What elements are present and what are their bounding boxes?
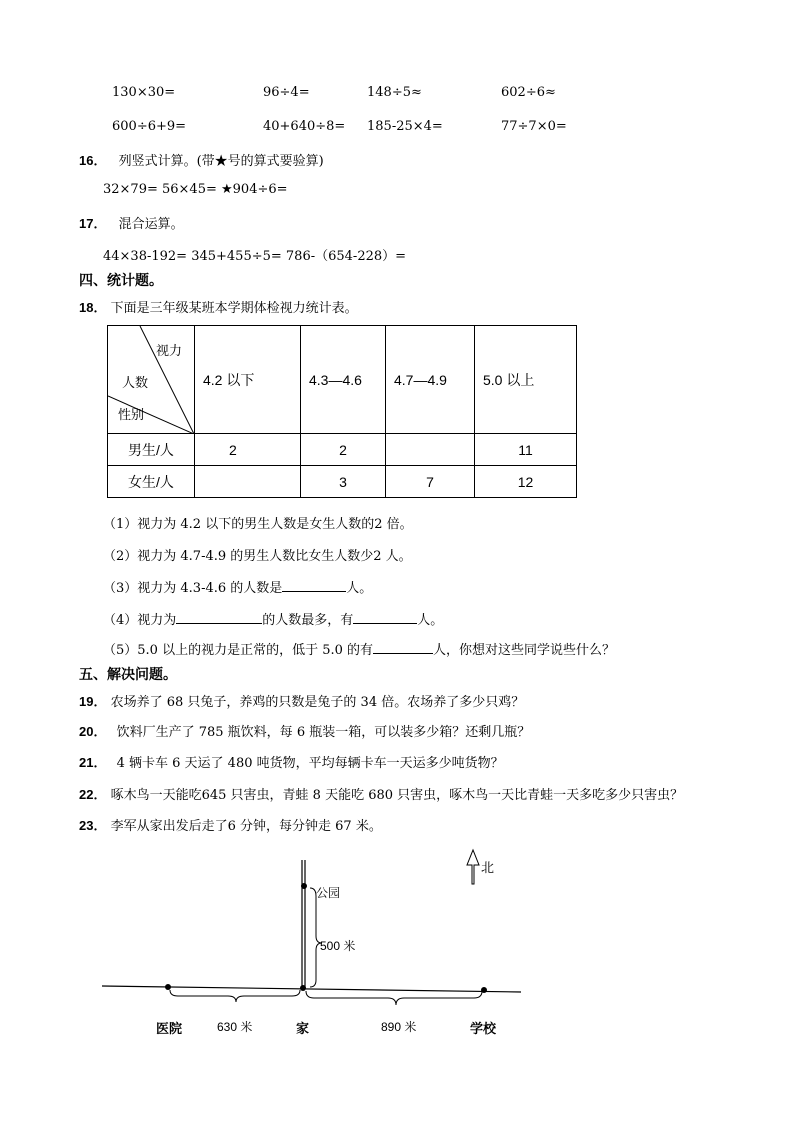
question-16-items: 32×79= 56×45= ★904÷6= <box>103 182 288 197</box>
calc-item: 96÷4= <box>263 85 310 100</box>
question-text: 农场养了 68 只兔子，养鸡的只数是兔子的 34 倍。农场养了多少只鸡？ <box>110 695 525 710</box>
corner-label-gender: 性别 <box>118 407 145 422</box>
vision-stat-table <box>107 325 577 498</box>
table-cell: 12 <box>475 466 577 498</box>
sub-question-4 <box>103 609 443 628</box>
sub-question-3 <box>103 577 372 596</box>
answer-blank[interactable] <box>282 579 346 592</box>
hospital-distance-label: 630 米 <box>217 1020 253 1034</box>
question-number: 17． <box>79 216 107 231</box>
question-23 <box>79 815 382 834</box>
school-distance-brace <box>306 991 482 1005</box>
question-20 <box>79 721 530 740</box>
sub-question-5 <box>103 639 615 658</box>
question-16 <box>79 150 324 169</box>
hospital-point <box>165 984 171 990</box>
hospital-label: 医院 <box>156 1022 183 1037</box>
table-cell <box>386 434 475 466</box>
calc-item: 40+640÷8= <box>263 119 346 134</box>
table-cell: 3 <box>301 466 386 498</box>
table-cell: 2 <box>301 434 386 466</box>
sub-question-2: （2）视力为 4.7-4.9 的男生人数比女生人数少2 人。 <box>103 549 412 564</box>
calc-item: 77÷7×0= <box>501 119 567 134</box>
question-17-items: 44×38-192= 345+455÷5= 786-（654-228）= <box>103 249 407 264</box>
corner-label-vision: 视力 <box>156 343 183 358</box>
sub-question-text: 人。 <box>417 613 444 628</box>
home-label: 家 <box>296 1022 310 1037</box>
sub-question-1: （1）视力为 4.2 以下的男生人数是女生人数的2 倍。 <box>103 517 413 532</box>
table-cell: 11 <box>475 434 577 466</box>
calc-item: 600÷6+9= <box>112 119 187 134</box>
park-point <box>301 883 307 889</box>
question-17 <box>79 213 184 232</box>
question-number: 16． <box>79 153 107 168</box>
calc-item: 130×30= <box>112 85 176 100</box>
calc-item: 602÷6≈ <box>501 85 556 100</box>
park-label: 公园 <box>316 886 341 900</box>
section-heading: 四、统计题。 <box>79 273 163 289</box>
question-number: 23． <box>79 818 107 833</box>
sub-question-text: 人。 <box>346 581 373 596</box>
column-header: 4.7—4.9 <box>386 326 475 434</box>
answer-blank[interactable] <box>373 641 433 654</box>
table-cell: 7 <box>386 466 475 498</box>
school-distance-label: 890 米 <box>381 1020 417 1034</box>
park-distance-label: 500 米 <box>320 939 356 953</box>
column-header: 5.0 以上 <box>475 326 577 434</box>
table-cell: 2 <box>195 434 301 466</box>
question-text: 列竖式计算。(带★号的算式要验算) <box>118 154 324 169</box>
answer-blank[interactable] <box>176 611 262 624</box>
question-text: 饮料厂生产了 785 瓶饮料，每 6 瓶装一箱，可以装多少箱？还剩几瓶？ <box>116 725 531 740</box>
school-label: 学校 <box>470 1022 497 1037</box>
sub-question-text: （4）视力为 <box>103 613 177 628</box>
sub-question-text: （3）视力为 4.3-4.6 的人数是 <box>103 581 283 596</box>
table-row <box>108 466 577 498</box>
sub-question-text: （5）5.0 以上的视力是正常的，低于 5.0 的有 <box>103 643 374 658</box>
question-19 <box>79 691 524 710</box>
section-heading: 五、解决问题。 <box>79 667 177 683</box>
table-row <box>108 434 577 466</box>
column-header: 4.3—4.6 <box>301 326 386 434</box>
table-cell <box>195 466 301 498</box>
question-number: 22． <box>79 787 107 802</box>
question-text: 李军从家出发后走了6 分钟，每分钟走 67 米。 <box>110 819 382 834</box>
question-18 <box>79 297 358 316</box>
north-arrow-icon <box>467 850 479 884</box>
question-text: 混合运算。 <box>118 217 184 232</box>
hospital-distance-brace <box>170 990 300 1002</box>
table-corner-cell <box>108 326 195 434</box>
question-number: 20． <box>79 724 107 739</box>
home-point <box>300 985 306 991</box>
question-text: 4 辆卡车 6 天运了 480 吨货物，平均每辆卡车一天运多少吨货物？ <box>116 756 504 771</box>
calc-item: 185-25×4= <box>367 119 443 134</box>
calc-item: 148÷5≈ <box>367 85 422 100</box>
question-text: 下面是三年级某班本学期体检视力统计表。 <box>110 301 358 316</box>
answer-blank[interactable] <box>353 611 417 624</box>
column-header: 4.2 以下 <box>195 326 301 434</box>
question-text: 啄木鸟一天能吃645 只害虫，青蛙 8 天能吃 680 只害虫，啄木鸟一天比青蛙一天多吃多少只害虫？ <box>110 788 684 803</box>
row-label: 女生/人 <box>108 466 195 498</box>
corner-label-count: 人数 <box>122 375 149 390</box>
sub-question-text: 人，你想对这些同学说些什么？ <box>433 643 616 658</box>
question-number: 19． <box>79 694 107 709</box>
question-22 <box>79 784 683 803</box>
north-label: 北 <box>481 861 495 876</box>
question-21 <box>79 752 504 771</box>
question-number: 21． <box>79 755 107 770</box>
question-number: 18． <box>79 300 107 315</box>
row-label: 男生/人 <box>108 434 195 466</box>
sub-question-text: 的人数最多，有 <box>262 613 354 628</box>
